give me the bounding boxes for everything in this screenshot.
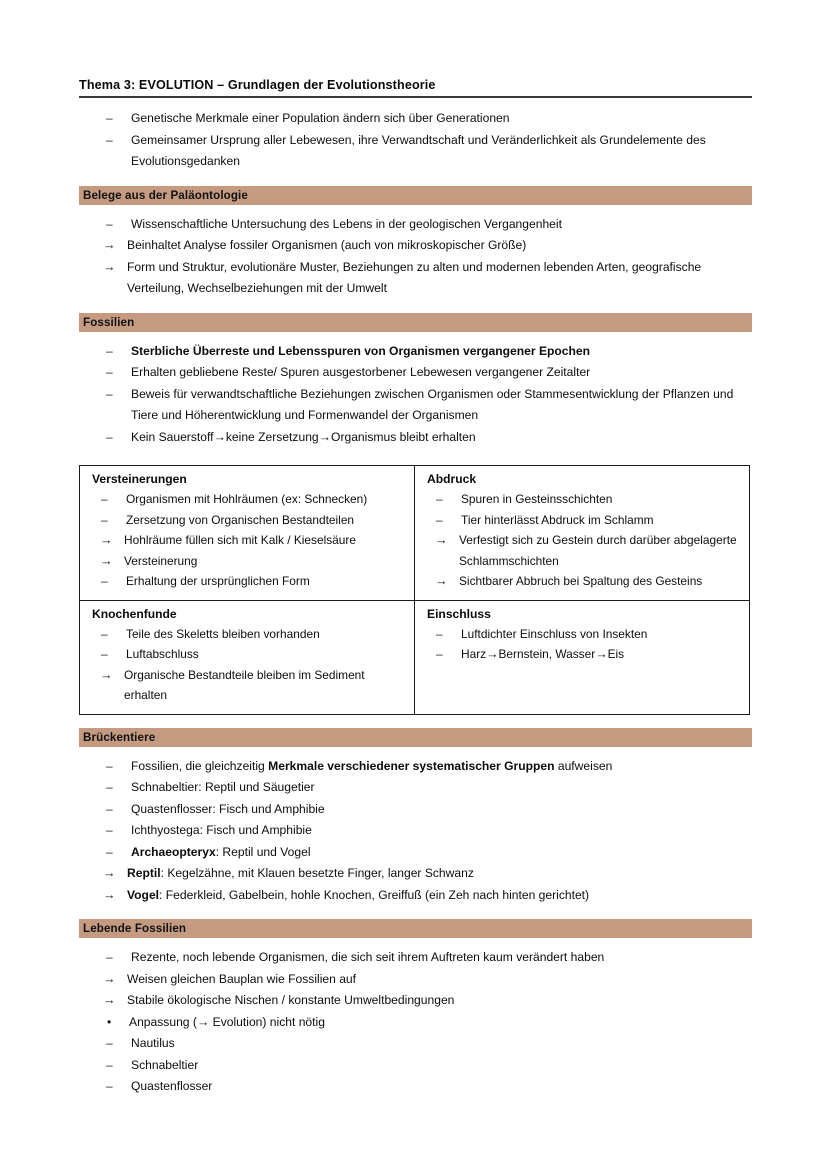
versteinerungen-list <box>80 489 406 530</box>
title-divider <box>79 96 752 98</box>
list-item-label: Form und Struktur, evolutionäre Muster, Beziehungen zu alten und modernen lebenden Arten, geografische Verteilung, Wechselbeziehungen mit der Umwelt <box>127 259 702 296</box>
arrow-right-icon: → <box>435 533 448 548</box>
list-item-label: Gemeinsamer Ursprung aller Lebewesen, ihre Verwandtschaft und Veränderlichkeit als Grundelemente des Evolutionsgedanken <box>131 132 706 169</box>
list-item-label: Genetische Merkmale einer Population ändern sich über Generationen <box>131 111 510 126</box>
table-cell-abdruck <box>415 466 750 601</box>
brueckentiere-sublist <box>79 863 752 906</box>
list-item <box>79 108 752 130</box>
arrow-right-icon: → <box>103 259 116 274</box>
table-cell-versteinerungen <box>80 466 415 601</box>
versteinerungen-sublist <box>80 530 406 571</box>
list-item-label-emphasis: Merkmale verschiedener systematischer Gruppen <box>268 758 555 773</box>
arrow-right-icon: → <box>100 553 113 568</box>
list-item-label-part-c: Eis <box>607 647 625 662</box>
dash-icon: – <box>106 950 113 965</box>
list-item-label: Zersetzung von Organischen Bestandteilen <box>126 512 355 527</box>
list-item <box>79 885 752 907</box>
list-item <box>79 235 752 257</box>
einschluss-list <box>415 624 741 665</box>
knochenfunde-list <box>80 624 406 665</box>
list-item <box>415 530 741 571</box>
dash-icon: – <box>106 1036 113 1051</box>
section-header-brueckentiere: Brückentiere <box>79 728 752 747</box>
arrow-right-icon: → <box>103 887 116 902</box>
list-item-label: Sichtbarer Abbruch bei Spaltung des Gesteins <box>459 574 703 589</box>
list-item <box>80 571 406 592</box>
section-header-fossilien: Fossilien <box>79 313 752 332</box>
list-item <box>79 756 752 778</box>
dash-icon: – <box>101 574 108 589</box>
list-item <box>80 624 406 645</box>
list-item <box>79 842 752 864</box>
section-header-palaeontologie: Belege aus der Paläontologie <box>79 186 752 205</box>
list-item-label: Erhaltung der ursprünglichen Form <box>126 574 310 589</box>
list-item <box>79 947 752 969</box>
list-item <box>80 551 406 572</box>
arrow-right-icon: → <box>595 647 608 662</box>
dash-icon: – <box>106 429 113 444</box>
dash-icon: – <box>106 216 113 231</box>
list-item-label-part-a: Harz <box>461 647 487 662</box>
list-item <box>79 362 752 384</box>
arrow-right-icon: → <box>100 667 113 682</box>
dash-icon: – <box>101 492 108 507</box>
arrow-right-icon: → <box>100 533 113 548</box>
list-item <box>79 1076 752 1098</box>
list-item-label: : Kegelzähne, mit Klauen besetzte Finger, langer Schwanz <box>160 866 474 881</box>
list-item-label: Hohlräume füllen sich mit Kalk / Kieselsäure <box>124 533 356 548</box>
list-item <box>415 571 741 592</box>
abdruck-list <box>415 489 741 530</box>
arrow-right-icon: → <box>213 429 226 444</box>
lebende-fossilien-list <box>79 947 752 969</box>
dash-icon: – <box>106 823 113 838</box>
list-item-label-emphasis: Vogel <box>127 887 160 902</box>
dash-icon: – <box>101 647 108 662</box>
fossil-types-table <box>79 465 750 715</box>
lebende-fossilien-sublist <box>79 969 752 1012</box>
cell-title: Abdruck <box>427 472 477 487</box>
list-item <box>79 1033 752 1055</box>
arrow-right-icon: → <box>486 647 499 662</box>
list-item <box>79 863 752 885</box>
list-item-label: Stabile ökologische Nischen / konstante Umweltbedingungen <box>127 993 455 1008</box>
list-item <box>79 820 752 842</box>
list-item-label: Teile des Skeletts bleiben vorhanden <box>126 626 320 641</box>
list-item <box>79 130 752 173</box>
list-item <box>79 1012 752 1034</box>
list-item-label: Nautilus <box>131 1036 175 1051</box>
arrow-right-icon: → <box>318 429 332 444</box>
list-item-label: Organismen mit Hohlräumen (ex: Schnecken) <box>126 492 368 507</box>
list-item <box>79 799 752 821</box>
table-row <box>80 466 750 601</box>
list-item-label: Luftabschluss <box>126 647 199 662</box>
list-item <box>80 489 406 510</box>
arrow-right-icon: → <box>103 971 116 986</box>
list-item <box>415 489 741 510</box>
dash-icon: – <box>106 1079 113 1094</box>
list-item <box>80 510 406 531</box>
cell-title: Versteinerungen <box>92 472 187 487</box>
list-item-label-part-c: Organismus bleibt erhalten <box>331 429 476 444</box>
arrow-right-icon: → <box>103 993 116 1008</box>
dash-icon: – <box>106 132 113 147</box>
list-item-label: Verfestigt sich zu Gestein durch darüber abgelagerte Schlammschichten <box>459 533 737 568</box>
list-item-label: Quastenflosser <box>131 1079 213 1094</box>
list-item-label-part-b: Evolution) nicht nötig <box>209 1014 325 1029</box>
list-item <box>415 624 741 645</box>
list-item-label-emphasis: Reptil <box>127 866 161 881</box>
list-item-label: : Reptil und Vogel <box>215 844 311 859</box>
list-item <box>80 644 406 665</box>
section-header-lebende-fossilien: Lebende Fossilien <box>79 919 752 938</box>
arrow-right-icon: → <box>435 574 448 589</box>
list-item-label: Beinhaltet Analyse fossiler Organismen (auch von mikroskopischer Größe) <box>127 238 527 253</box>
dash-icon: – <box>436 626 443 641</box>
table-cell-einschluss <box>415 600 750 714</box>
dash-icon: – <box>436 492 443 507</box>
list-item-label-emphasis: Archaeopteryx <box>131 844 216 859</box>
list-item-label-part-b: Bernstein, Wasser <box>498 647 596 662</box>
list-item-label: : Federkleid, Gabelbein, hohle Knochen, Greiffuß (ein Zeh nach hinten gerichtet) <box>159 887 590 902</box>
dash-icon: – <box>106 780 113 795</box>
list-item <box>79 341 752 363</box>
list-item <box>415 644 741 665</box>
list-item <box>79 777 752 799</box>
list-item <box>79 1055 752 1077</box>
lebende-fossilien-list-tail <box>79 1033 752 1098</box>
dash-icon: – <box>436 647 443 662</box>
list-item-label: Weisen gleichen Bauplan wie Fossilien auf <box>127 971 357 986</box>
list-item-label-part-a: Anpassung ( <box>129 1014 197 1029</box>
list-item <box>79 427 752 449</box>
dash-icon: – <box>106 365 113 380</box>
dash-icon: – <box>106 386 113 401</box>
list-item <box>80 665 406 706</box>
abdruck-sublist <box>415 530 741 592</box>
list-item <box>79 257 752 300</box>
list-item-label: Schnabeltier <box>131 1057 199 1072</box>
list-item-label: Rezente, noch lebende Organismen, die sich seit ihrem Auftreten kaum verändert haben <box>131 950 605 965</box>
list-item <box>79 384 752 427</box>
cell-title: Einschluss <box>427 606 491 621</box>
table-row <box>80 600 750 714</box>
arrow-right-icon: → <box>103 238 116 253</box>
palaeontologie-list <box>79 214 752 236</box>
list-item-label: Tier hinterlässt Abdruck im Schlamm <box>461 512 654 527</box>
list-item-label: Spuren in Gesteinsschichten <box>461 492 613 507</box>
dash-icon: – <box>436 512 443 527</box>
list-item-label-part-a: Fossilien, die gleichzeitig <box>131 758 269 773</box>
list-item-label: Luftdichter Einschluss von Insekten <box>461 626 648 641</box>
lebende-fossilien-subsublist <box>79 1012 752 1034</box>
list-item <box>80 530 406 551</box>
list-item-label: Beweis für verwandtschaftliche Beziehungen zwischen Organismen oder Stammesentwicklung der Pflanzen und Tiere und Höherentwicklung und Formenwandel der Organismen <box>131 386 734 423</box>
dash-icon: – <box>101 626 108 641</box>
list-item-label-part-b: keine Zersetzung <box>225 429 319 444</box>
dash-icon: – <box>106 111 113 126</box>
list-item <box>79 214 752 236</box>
list-item-label-part-b: aufweisen <box>554 758 613 773</box>
cell-title: Knochenfunde <box>92 606 177 621</box>
brueckentiere-list <box>79 756 752 864</box>
list-item-label: Ichthyostega: Fisch und Amphibie <box>131 823 312 838</box>
list-item <box>415 510 741 531</box>
list-item-label: Organische Bestandteile bleiben im Sediment erhalten <box>124 667 365 703</box>
fossilien-list <box>79 341 752 449</box>
bullet-dot-icon: • <box>107 1014 112 1029</box>
knochenfunde-sublist <box>80 665 406 706</box>
list-item <box>79 969 752 991</box>
versteinerungen-list-tail <box>80 571 406 592</box>
list-item-label: Quastenflosser: Fisch und Amphibie <box>131 801 325 816</box>
list-item-label: Sterbliche Überreste und Lebensspuren von Organismen vergangener Epochen <box>131 343 591 358</box>
list-item-label: Wissenschaftliche Untersuchung des Lebens in der geologischen Vergangenheit <box>131 216 562 231</box>
list-item-label: Versteinerung <box>124 553 198 568</box>
arrow-right-icon: → <box>196 1014 210 1029</box>
list-item-label: Schnabeltier: Reptil und Säugetier <box>131 780 315 795</box>
palaeontologie-sublist <box>79 235 752 300</box>
dash-icon: – <box>106 758 113 773</box>
dash-icon: – <box>106 1057 113 1072</box>
list-item <box>79 990 752 1012</box>
list-item-label-part-a: Kein Sauerstoff <box>131 429 214 444</box>
dash-icon: – <box>106 844 113 859</box>
document-content <box>79 78 752 1098</box>
dash-icon: – <box>101 512 108 527</box>
page-title: Thema 3: EVOLUTION – Grundlagen der Evolutionstheorie <box>79 78 436 92</box>
dash-icon: – <box>106 343 113 358</box>
intro-list <box>79 108 752 173</box>
list-item-label: Erhalten gebliebene Reste/ Spuren ausgestorbener Lebewesen vergangener Zeitalter <box>131 365 591 380</box>
arrow-right-icon: → <box>103 866 116 881</box>
dash-icon: – <box>106 801 113 816</box>
table-cell-knochenfunde <box>80 600 415 714</box>
